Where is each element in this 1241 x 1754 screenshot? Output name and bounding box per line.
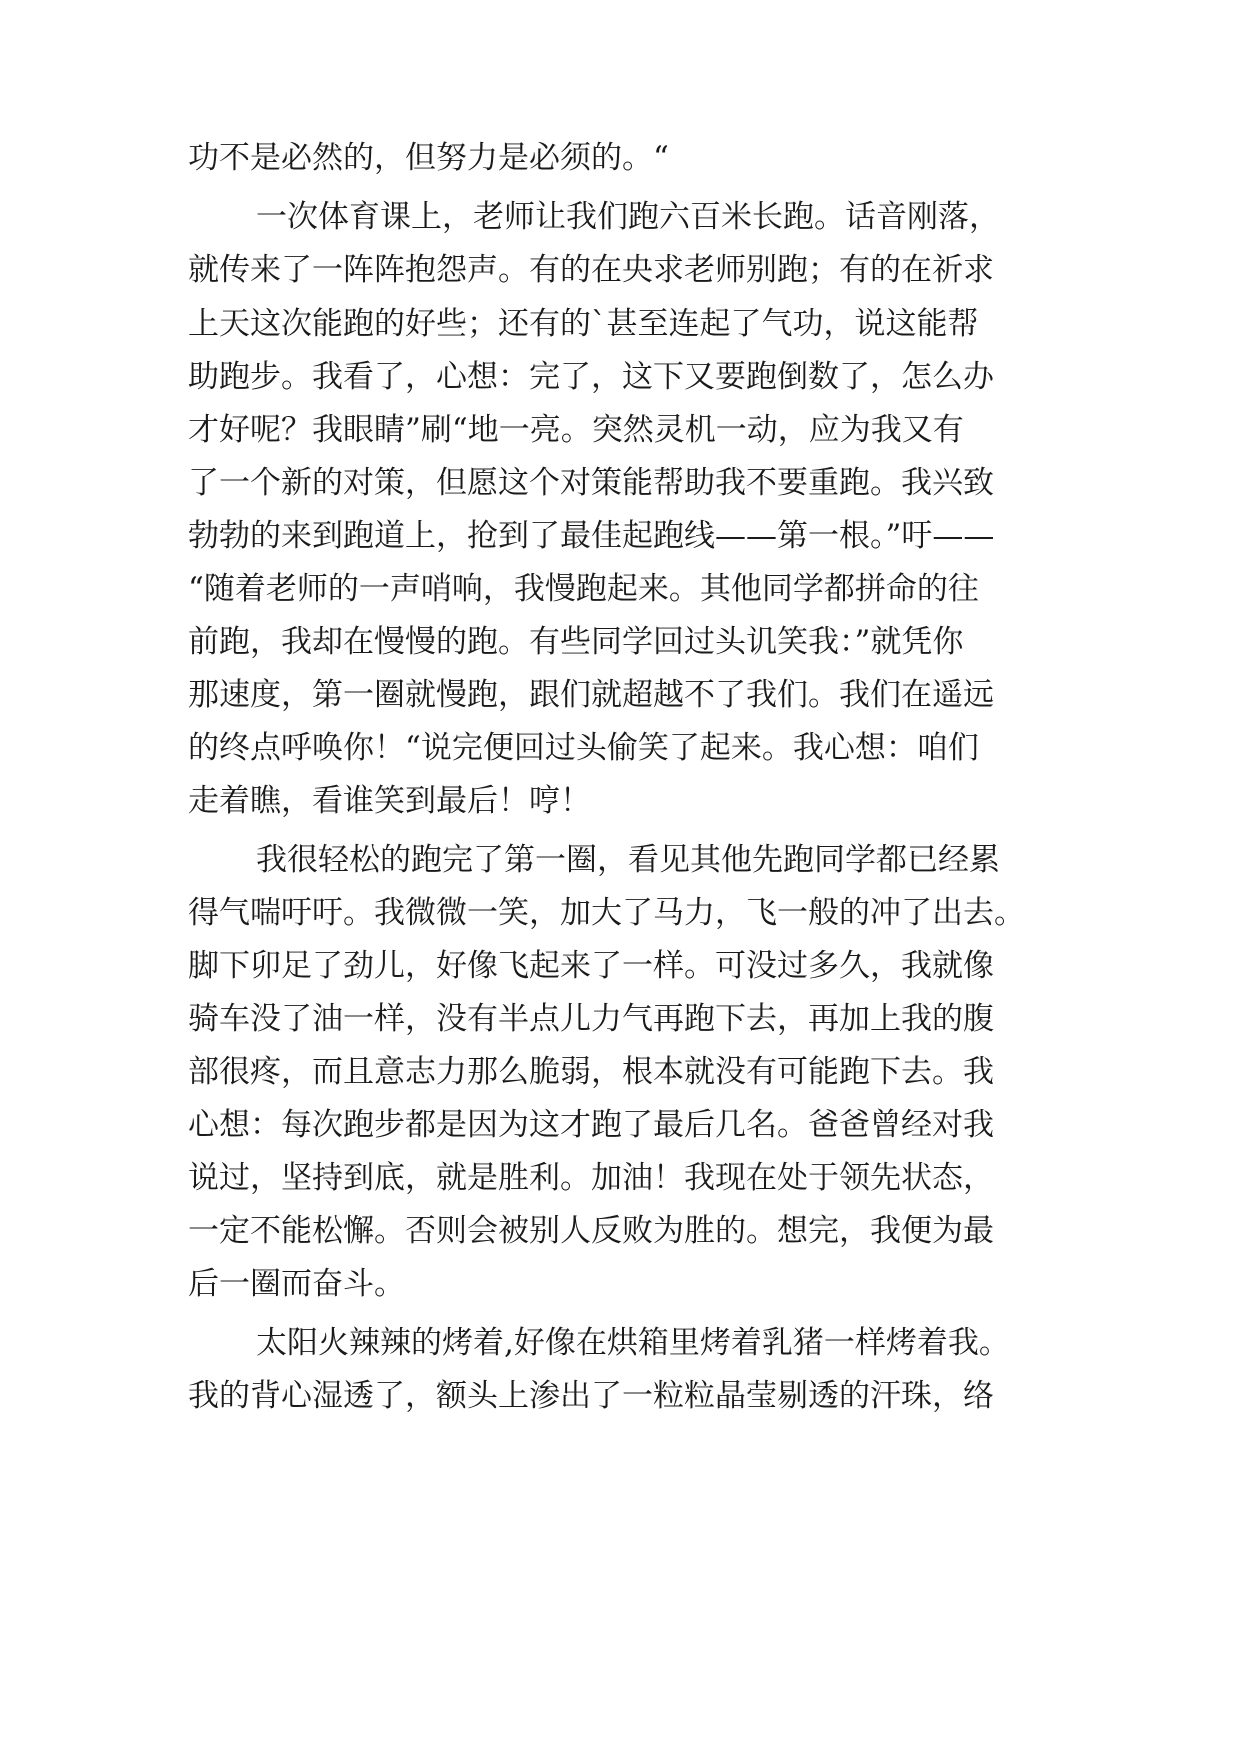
text-line: 得气喘吁吁。我微微一笑，加大了马力，飞一般的冲了出去。	[188, 895, 1025, 931]
text-line: 部很疼，而且意志力那么脆弱，根本就没有可能跑下去。我	[188, 1054, 994, 1090]
text-line: 脚下卯足了劲儿，好像飞起来了一样。可没过多久，我就像	[188, 948, 994, 984]
text-line: 助跑步。我看了，心想：完了，这下又要跑倒数了，怎么办	[188, 359, 994, 395]
text-line: 说过，坚持到底，就是胜利。加油！我现在处于领先状态，	[188, 1160, 994, 1196]
text-line: 勃勃的来到跑道上，抢到了最佳起跑线——第一根。”吁——	[188, 518, 995, 554]
text-line: “随着老师的一声哨响，我慢跑起来。其他同学都拼命的往	[188, 571, 979, 607]
text-line: 那速度，第一圈就慢跑，跟们就超越不了我们。我们在遥远	[188, 677, 994, 713]
paragraph-start-line: 太阳火辣辣的烤着,好像在烘箱里烤着乳猪一样烤着我。	[256, 1325, 1010, 1361]
text-line: 心想：每次跑步都是因为这才跑了最后几名。爸爸曾经对我	[188, 1107, 994, 1143]
text-line: 走着瞧，看谁笑到最后！哼！	[188, 783, 591, 819]
text-line: 了一个新的对策，但愿这个对策能帮助我不要重跑。我兴致	[188, 465, 994, 501]
text-line: 前跑，我却在慢慢的跑。有些同学回过头讥笑我：”就凭你	[188, 624, 964, 660]
text-line: 我的背心湿透了，额头上渗出了一粒粒晶莹剔透的汗珠，络	[188, 1378, 994, 1414]
text-line: 才好呢？我眼睛”刷“地一亮。突然灵机一动，应为我又有	[188, 412, 964, 448]
paragraph-start-line: 我很轻松的跑完了第一圈，看见其他先跑同学都已经累	[256, 842, 1000, 878]
text-line: 后一圈而奋斗。	[188, 1266, 405, 1302]
text-line: 骑车没了油一样，没有半点儿力气再跑下去，再加上我的腹	[188, 1001, 994, 1037]
text-line: 上天这次能跑的好些；还有的`甚至连起了气功，说这能帮	[188, 306, 979, 342]
text-line: 功不是必然的，但努力是必须的。“	[188, 140, 669, 176]
text-line: 的终点呼唤你！“说完便回过头偷笑了起来。我心想：咱们	[188, 730, 979, 766]
text-line: 一定不能松懈。否则会被别人反败为胜的。想完，我便为最	[188, 1213, 994, 1249]
text-line: 就传来了一阵阵抱怨声。有的在央求老师别跑；有的在祈求	[188, 252, 994, 288]
paragraph-start-line: 一次体育课上，老师让我们跑六百米长跑。话音刚落，	[256, 199, 1000, 235]
